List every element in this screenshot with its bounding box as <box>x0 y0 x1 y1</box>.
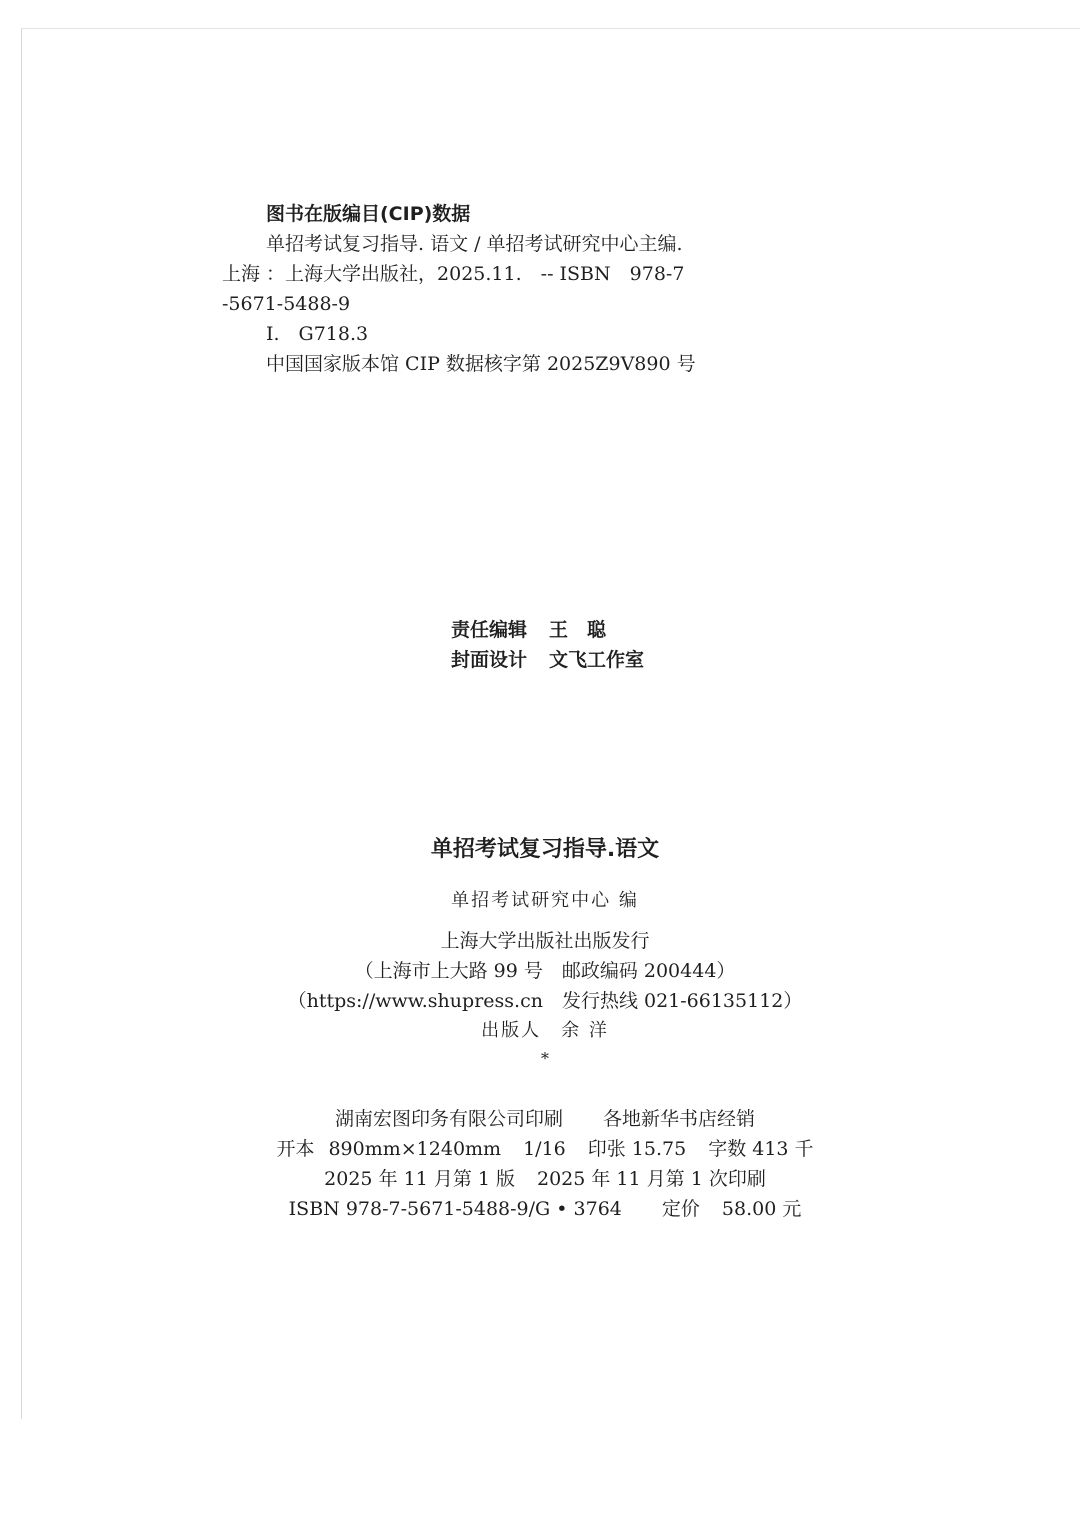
cip-entry-line-1: 单招考试复习指导. 语文 / 单招考试研究中心主编. <box>266 233 683 255</box>
format-label: 开本 <box>276 1138 315 1160</box>
price: 58.00 元 <box>721 1198 802 1220</box>
editor-label: 责任编辑 <box>451 619 528 641</box>
cip-entry-line-2: 上海 ：上海大学出版社，2025.11. -- ISBN 978-7 <box>222 263 685 285</box>
cip-entry-line-3: -5671-5488-9 <box>222 293 351 315</box>
isbn: ISBN 978-7-5671-5488-9/G • 3764 <box>288 1198 622 1220</box>
cover-design-label: 封面设计 <box>451 649 528 671</box>
printer-distributor-line <box>0 1107 1080 1131</box>
price-label: 定价 <box>661 1198 700 1220</box>
word-count: 字数 413 千 <box>708 1138 814 1160</box>
separator-asterisk: * <box>541 1049 549 1068</box>
format-line <box>0 1137 1080 1161</box>
cip-record-number: 中国国家版本馆 CIP 数据核字第 2025Z9V890 号 <box>266 353 696 375</box>
isbn-price-line <box>0 1197 1080 1221</box>
author-line: 单招考试研究中心 编 <box>451 890 639 911</box>
editor-name: 王 聪 <box>549 619 607 641</box>
cip-classification: Ⅰ. G718.3 <box>266 323 369 345</box>
book-title: 单招考试复习指导.语文 <box>430 837 660 862</box>
website-hotline-line: （https://www.shupress.cn 发行热线 021-66135112） <box>287 990 803 1012</box>
printed-sheets: 印张 15.75 <box>587 1138 687 1160</box>
cover-design-name: 文飞工作室 <box>549 649 645 671</box>
format-size: 890mm×1240mm <box>328 1138 502 1160</box>
publisher-person-line: 出版人 余 洋 <box>481 1020 609 1041</box>
printing: 2025 年 11 月第 1 次印刷 <box>537 1168 766 1190</box>
edition-line <box>0 1167 1080 1191</box>
editor-credit <box>451 618 606 642</box>
cip-heading: 图书在版编目(CIP)数据 <box>266 203 471 225</box>
printer: 湖南宏图印务有限公司印刷 <box>334 1108 563 1130</box>
address-line: （上海市上大路 99 号 邮政编码 200444） <box>354 960 736 982</box>
cover-design-credit <box>451 648 644 672</box>
edition: 2025 年 11 月第 1 版 <box>324 1168 515 1190</box>
format-fraction: 1/16 <box>523 1138 566 1160</box>
publisher-line: 上海大学出版社出版发行 <box>440 930 650 952</box>
distributor: 各地新华书店经销 <box>603 1108 756 1130</box>
